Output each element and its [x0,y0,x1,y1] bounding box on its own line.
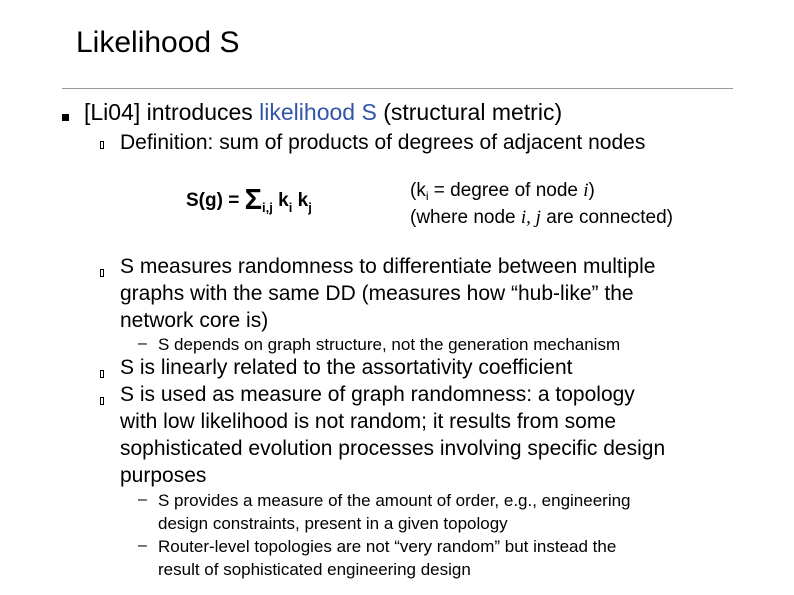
formula-k2: k [292,190,309,211]
likelihood-highlight: likelihood S [259,99,377,125]
note-close: ) [588,180,595,201]
likelihood-formula [186,184,312,217]
note-line2-vars: i, j [520,207,541,228]
note-line2-post: are connected) [540,207,673,228]
assortativity-text: S is linearly related to the assortativity coefficient [120,356,573,379]
note-open-sub: i [425,189,429,203]
randomness-line: with low likelihood is not random; it results from some [120,410,617,433]
depends-text: S depends on graph structure, not the generation mechanism [158,335,621,354]
box-bullet-icon [100,141,104,149]
measures-line: network core is) [120,309,269,332]
formula-note-line2 [410,207,673,229]
point-li04-prefix: [Li04] introduces [84,99,260,125]
formula-note-line1 [410,180,595,203]
box-bullet-icon [100,269,104,277]
randomness-line: sophisticated evolution processes involving specific design [120,437,666,460]
sigma-symbol: Σ [244,184,262,216]
router-line: Router-level topologies are not “very random” but instead the [158,537,617,556]
box-bullet-icon [100,397,104,405]
formula-k2-sub: j [308,200,312,215]
point-li04-suffix: (structural metric) [376,99,563,125]
formula-k1-sub: i [288,200,293,215]
definition-text: Definition: sum of products of degrees of adjacent nodes [120,131,646,154]
square-bullet-icon [62,114,69,121]
point-li04 [84,99,562,126]
title-divider [62,88,733,89]
dash-bullet-icon: – [138,335,147,352]
order-line: S provides a measure of the amount of order, e.g., engineering [158,491,631,510]
note-node-i: i [583,180,589,201]
dash-bullet-icon: – [138,491,147,508]
box-bullet-icon [100,370,104,378]
dash-bullet-icon: – [138,537,147,554]
formula-lhs: S(g) = [186,190,245,211]
router-line: result of sophisticated engineering design [158,560,471,579]
randomness-line: S is used as measure of graph randomness: a topology [120,383,635,406]
note-line2-pre: (where node [410,207,521,228]
order-line: design constraints, present in a given topology [158,514,508,533]
note-mid: = degree of node [428,180,584,201]
measures-line: graphs with the same DD (measures how “hub-like” the [120,282,634,305]
formula-index: i,j [262,200,273,215]
randomness-line: purposes [120,464,207,487]
slide-title: Likelihood S [76,26,240,59]
measures-line: S measures randomness to differentiate between multiple [120,255,656,278]
formula-k1: k [272,190,289,211]
note-open: (k [410,180,426,201]
